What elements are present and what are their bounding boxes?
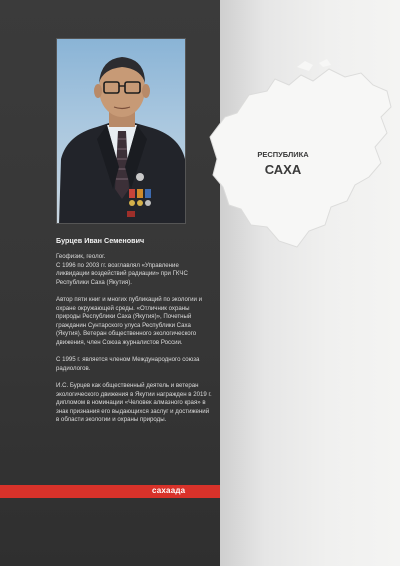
bio-paragraph-4: И.С. Бурцев как общественный деятель и ветеран экологического движения в Якутии награжден в 2019 г. дипломом в номинации «Человек алмазного края» в знак признания его выдающихся заслуг и достижений в области экологии и охраны природы. — [56, 381, 212, 424]
bio-paragraph-1: Геофизик, геолог. С 1996 по 2003 гг. возглавлял «Управление ликвидации воздействий радиации» при ГКЧС Республики Саха (Якутия). — [56, 253, 188, 286]
author-portrait — [56, 38, 186, 224]
bio-paragraph-3: С 1995 г. является членом Международного союза радиологов. — [56, 356, 200, 372]
author-biography — [56, 253, 214, 433]
bio-paragraph-2: Автор пяти книг и многих публикаций по экологии и охране окружающей среды. «Отличник охраны природы Республики Саха (Якутия)», Почетный гражданин Сунтарского улуса Республики Саха (Якутия). Ветеран общественного экологического движения, член Союза журналистов России. — [56, 295, 202, 346]
publisher-logo: сахаада — [152, 486, 186, 495]
map-label-sakha: САХА — [264, 162, 302, 177]
portrait-illustration — [57, 39, 186, 224]
publisher-stripe — [0, 485, 220, 498]
map-label-republic: РЕСПУБЛИКА — [257, 150, 309, 159]
author-name: Бурцев Иван Семенович — [56, 236, 145, 245]
